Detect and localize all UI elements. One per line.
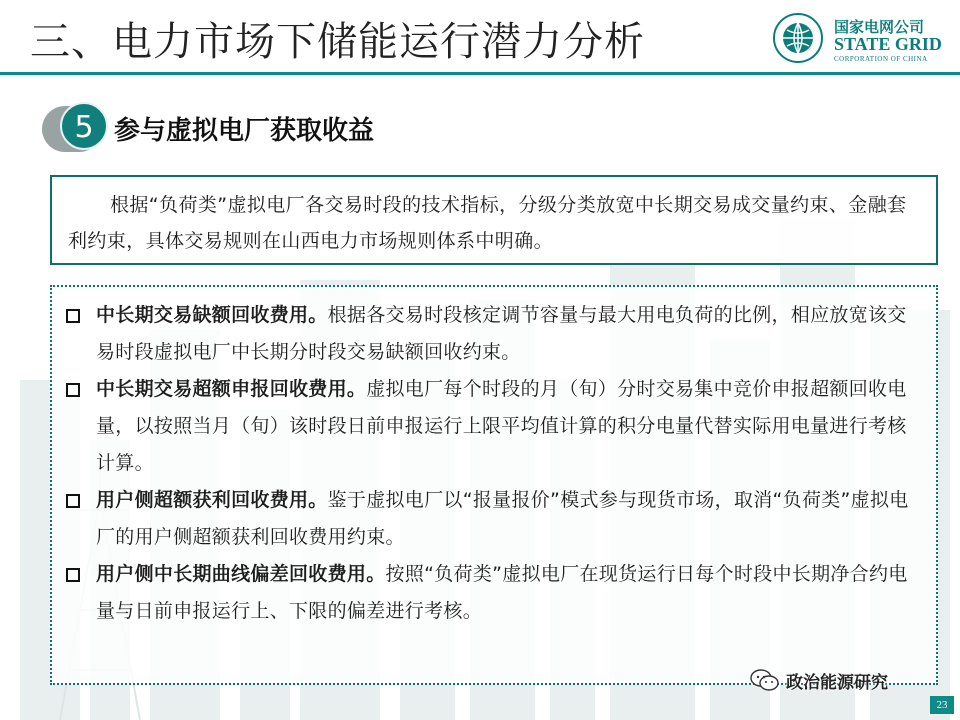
list-item (66, 556, 922, 630)
section-number: 5 (60, 102, 108, 150)
item-title: 用户侧中长期曲线偏差回收费用。 (96, 563, 386, 585)
slide-header (0, 0, 960, 78)
page-number: 23 (930, 696, 954, 714)
slide-title: 三、电力市场下储能运行潜力分析 (30, 19, 645, 65)
logo-english-name: STATE GRID (834, 34, 942, 54)
section-heading (42, 102, 462, 154)
list-item (66, 371, 922, 482)
globe-icon (772, 12, 824, 64)
intro-text: 根据“负荷类”虚拟电厂各交易时段的技术指标，分级分类放宽中长期交易成交量约束、金融套利约束，具体交易规则在山西电力市场规则体系中明确。 (68, 194, 907, 252)
detail-box (50, 285, 938, 685)
square-bullet-icon (66, 568, 80, 582)
wechat-icon (750, 669, 780, 691)
item-body: 虚拟电厂每个时段的月（旬）分时交易集中竞价申报超额回收电量，以按照当月（旬）该时段日前申报运行上限平均值计算的积分电量代替实际用电量进行考核计算。 (96, 378, 907, 474)
square-bullet-icon (66, 309, 80, 323)
list-item (66, 482, 922, 556)
logo-chinese-name: 国家电网公司 (834, 18, 925, 36)
item-body: 鉴于虚拟电厂以“报量报价”模式参与现货市场，取消“负荷类”虚拟电厂的用户侧超额获利回收费用约束。 (96, 489, 909, 548)
item-body: 根据各交易时段核定调节容量与最大用电负荷的比例，相应放宽该交易时段虚拟电厂中长期分时段交易缺额回收约束。 (96, 304, 907, 363)
list-item (66, 297, 922, 371)
item-title: 中长期交易缺额回收费用。 (96, 304, 328, 326)
watermark-text: 政治能源研究 (786, 672, 888, 693)
intro-box (50, 175, 938, 265)
logo-subtitle: CORPORATION OF CHINA (834, 55, 928, 63)
wechat-watermark (750, 667, 888, 693)
item-title: 中长期交易超额申报回收费用。 (96, 378, 367, 400)
header-divider (0, 72, 960, 75)
square-bullet-icon (66, 383, 80, 397)
state-grid-logo (772, 12, 947, 68)
section-title: 参与虚拟电厂获取收益 (114, 116, 375, 146)
square-bullet-icon (66, 494, 80, 508)
item-body: 按照“负荷类”虚拟电厂在现货运行日每个时段中长期净合约电量与日前申报运行上、下限的偏差进行考核。 (96, 563, 908, 622)
item-title: 用户侧超额获利回收费用。 (96, 489, 328, 511)
